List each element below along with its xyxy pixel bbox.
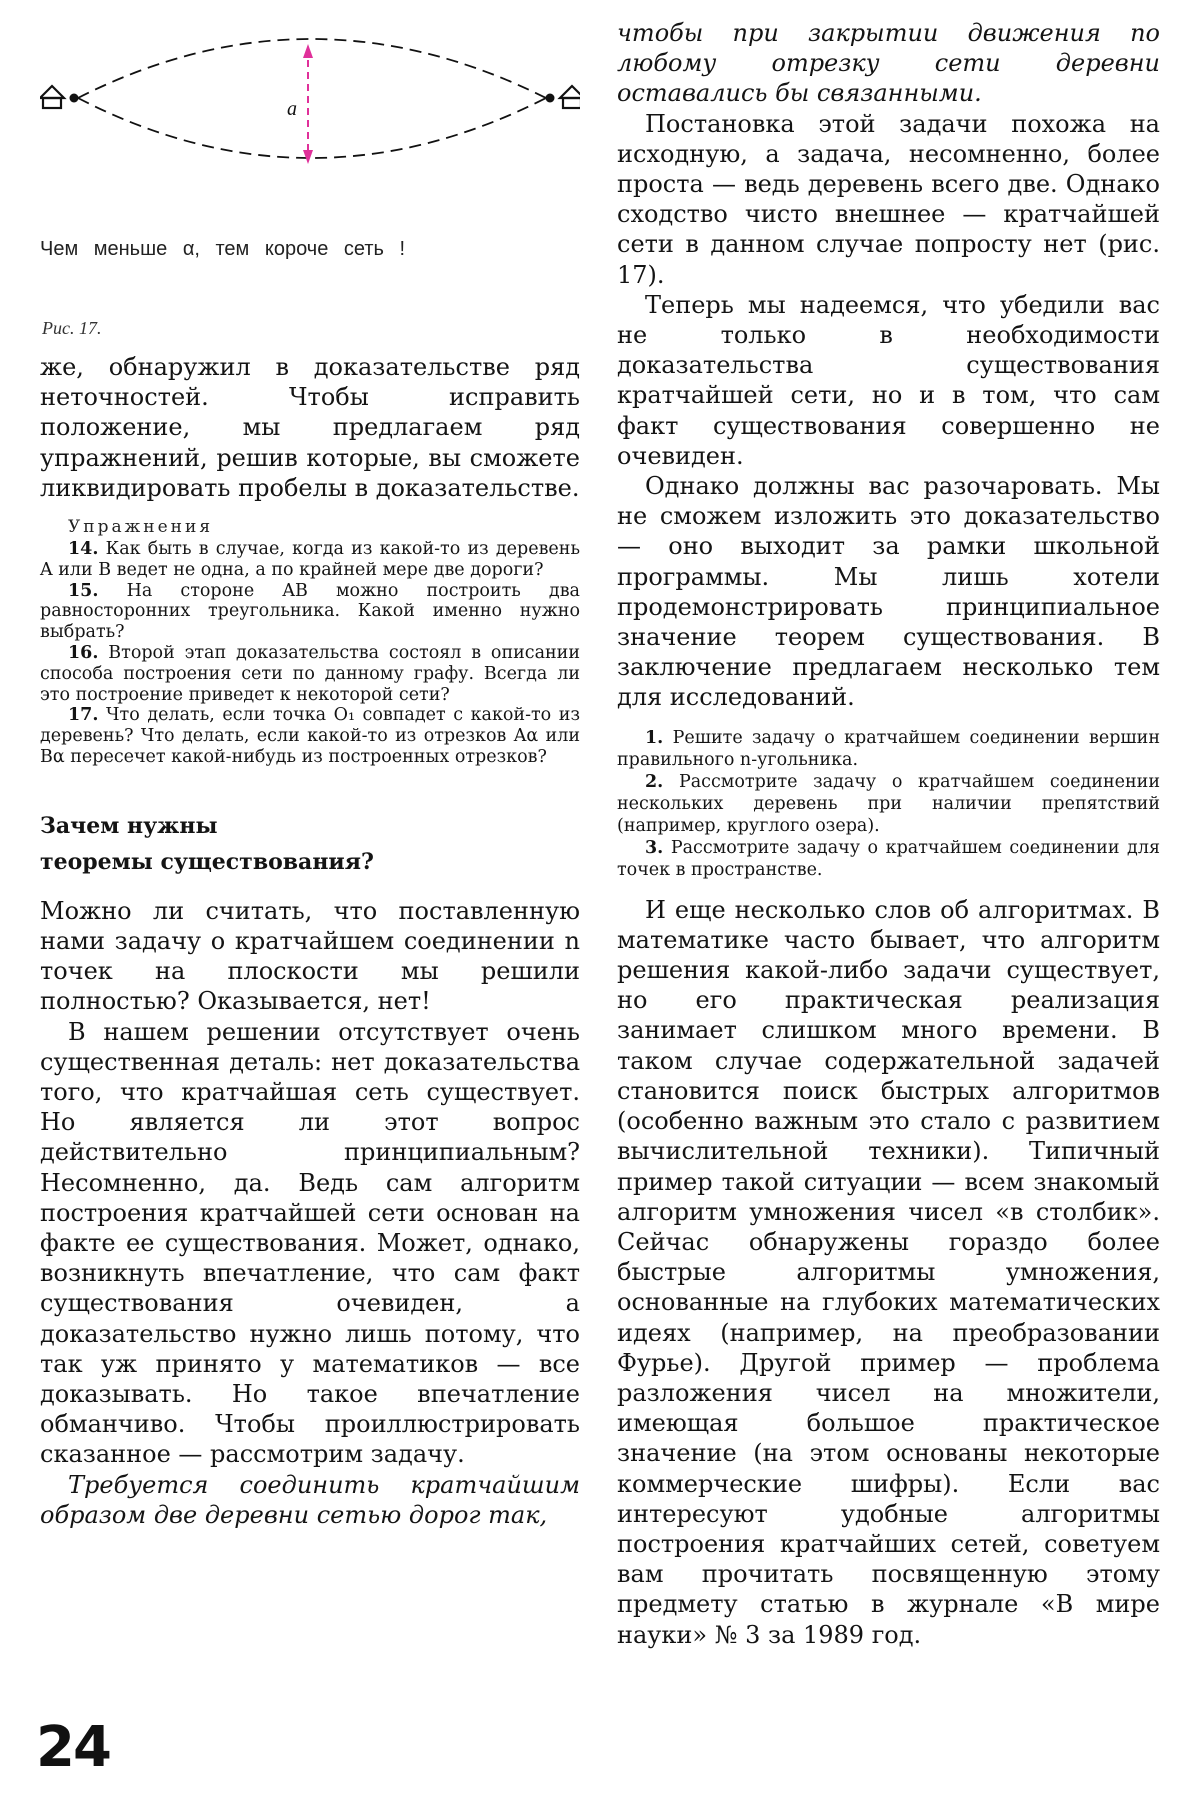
right-village-point bbox=[546, 94, 555, 103]
task-statement-continued: чтобы при закрытии движения по любому отрезку сети деревни оставались бы связанными. bbox=[617, 19, 1160, 108]
right-text-flow bbox=[617, 18, 1160, 1650]
topic-number: 1. bbox=[645, 727, 664, 748]
exercise-text: Как быть в случае, когда из какой-то из деревень A или B ведет не одна, а по крайней мере две дороги? bbox=[40, 539, 580, 580]
distance-arrow bbox=[303, 44, 313, 164]
exercise-number: 15. bbox=[68, 580, 99, 601]
paragraph: Постановка этой задачи похожа на исходную, а задача, несомненно, более проста — ведь деревень всего две. Однако сходство чисто внешнее — кратчайшей сети в данном случае попросту нет (рис. 17). bbox=[617, 109, 1160, 289]
figure-label: Рис. 17. bbox=[42, 318, 102, 338]
left-village-point bbox=[70, 94, 79, 103]
exercise-number: 16. bbox=[68, 643, 99, 663]
exercise-number: 14. bbox=[68, 539, 99, 560]
exercise-item bbox=[40, 581, 580, 643]
section-title bbox=[40, 808, 580, 880]
exercise-item bbox=[40, 539, 580, 581]
exercise-text: Второй этап доказательства состоял в описании способа построения сети по данному графу. Всегда ли это построение приведет к некоторой сети? bbox=[40, 643, 580, 705]
label-a: a bbox=[287, 98, 297, 120]
paragraph: Можно ли считать, что поставленную нами задачу о кратчайшем соединении n точек на плоскости мы решили полностью? Оказывается, нет! bbox=[40, 896, 580, 1016]
paragraph-continued: же, обнаружил в доказательстве ряд неточностей. Чтобы исправить положение, мы предлагаем ряд упражнений, решив которые, вы сможете ликвидировать пробелы в доказательстве. bbox=[40, 353, 580, 502]
section-title-line-2: теоремы существования? bbox=[40, 848, 374, 875]
paragraph: И еще несколько слов об алгоритмах. В математике часто бывает, что алгоритм решения какой-либо задачи существует, но его практическая реализация занимает слишком много времени. В таком случае содержательной задачей становится поиск быстрых алгоритмов (особенно важным это стало с развитием вычислительной техники). Типичный пример такой ситуации — всем знакомый алгоритм умножения чисел «в столбик». Сейчас обнаружены гораздо более быстрые алгоритмы умножения, основанные на глубоких математических идеях (например, на преобразовании Фурье). Другой пример — проблема разложения чисел на множители, имеющая большое практическое значение (на этом основаны некоторые коммерческие шифры). Если вас интересуют удобные алгоритмы построения кратчайших сетей, советуем вам прочитать посвященную этому предмету статью в журнале «В мире науки» № 3 за 1989 год. bbox=[617, 895, 1160, 1649]
research-topic bbox=[617, 727, 1160, 771]
paragraph: Однако должны вас разочаровать. Мы не сможем изложить это доказательство — оно выходит за рамки школьной программы. Мы лишь хотели продемонстрировать принципиальное значение теорем существования. В заключение предлагаем несколько тем для исследований. bbox=[617, 472, 1160, 712]
figure-diagram bbox=[40, 30, 580, 230]
topic-number: 2. bbox=[645, 771, 664, 792]
topic-text: Рассмотрите задачу о кратчайшем соединении для точек в пространстве. bbox=[617, 837, 1160, 880]
page-number: 24 bbox=[36, 1715, 110, 1780]
exercises-heading: Упражнения bbox=[68, 517, 214, 538]
exercise-text: На стороне AB можно построить два равносторонних треугольника. Какой именно нужно выбрать? bbox=[40, 580, 580, 643]
research-topic bbox=[617, 771, 1160, 837]
right-house-icon bbox=[560, 86, 580, 108]
upper-dashed-arc bbox=[78, 39, 546, 98]
figure-17 bbox=[40, 30, 580, 230]
paragraph: В нашем решении отсутствует очень существенная деталь: нет доказательства того, что кратчайшая сеть существует. Но является ли этот вопрос действительно принципиальным? Несомненно, да. Ведь сам алгоритм построения кратчайшей сети основан на факте ее существования. Может, однако, возникнуть впечатление, что сам факт существования очевиден, а доказательство нужно лишь потому, что так уж принято у математиков — все доказывать. Но такое впечатление обманчиво. Чтобы проиллюстрировать сказанное — рассмотрим задачу. bbox=[40, 1017, 580, 1469]
figure-caption: Чем меньше α, тем короче сеть ! bbox=[40, 238, 406, 260]
section-title-line-1: Зачем нужны bbox=[40, 812, 218, 839]
lower-dashed-arc bbox=[78, 98, 546, 158]
task-statement: Требуется соединить кратчайшим образом две деревни сетью дорог так, bbox=[40, 1470, 580, 1529]
exercise-item bbox=[40, 705, 580, 767]
topic-text: Рассмотрите задачу о кратчайшем соединении нескольких деревень при наличии препятствий (например, круглого озера). bbox=[617, 771, 1160, 836]
exercise-text: Что делать, если точка O₁ совпадет с какой-то из деревень? Что делать, если какой-то из отрезков Aα или Bα пересечет какой-нибудь из построенных отрезков? bbox=[40, 705, 580, 767]
topic-number: 3. bbox=[645, 837, 664, 858]
research-topic bbox=[617, 837, 1160, 881]
left-text-flow bbox=[40, 352, 580, 1530]
exercise-number: 17. bbox=[68, 705, 99, 726]
left-house-icon bbox=[40, 86, 64, 108]
paragraph: Теперь мы надеемся, что убедили вас не только в необходимости доказательства существования кратчайшей сети, но и в том, что сам факт существования совершенно не очевиден. bbox=[617, 290, 1160, 470]
topic-text: Решите задачу о кратчайшем соединении вершин правильного n-угольника. bbox=[617, 727, 1160, 770]
exercise-item bbox=[40, 643, 580, 705]
